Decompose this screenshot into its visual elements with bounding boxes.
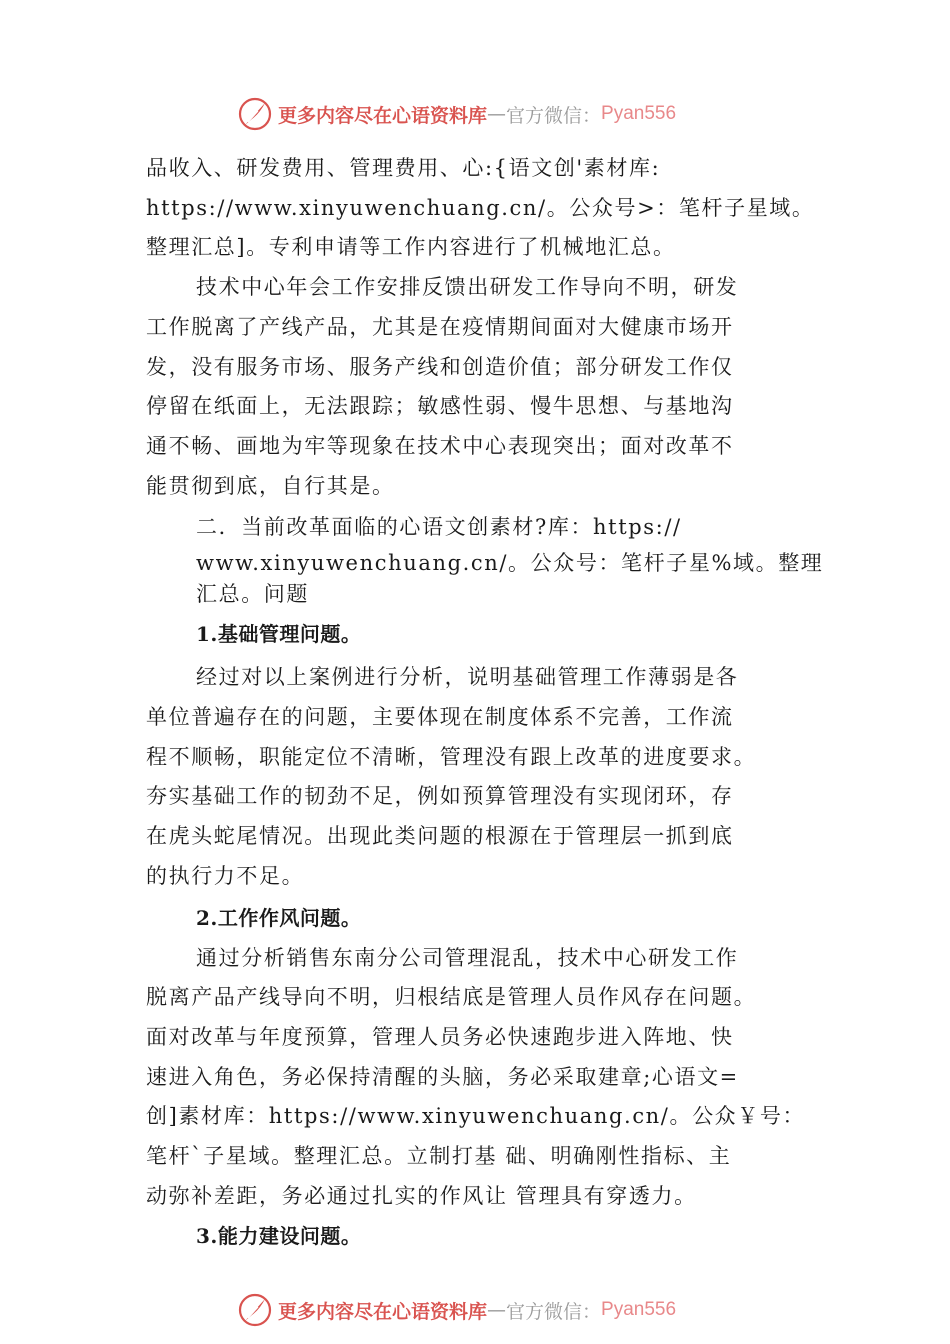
paragraph-2 [146,268,826,506]
text-line: 单位普遍存在的问题，主要体现在制度体系不完善，工作流 [146,705,734,730]
document-body [146,149,826,1256]
paragraph-4 [146,939,826,1217]
banner-dash: — [487,103,507,125]
text-line: 能贯彻到底，自行其是。 [146,473,395,498]
text-line: https://www.xinyuwenchuang.cn/。公众号>：笔杆子星域。 [146,195,815,220]
paragraph-1 [146,149,826,268]
text-line: 通过分析销售东南分公司管理混乱，技术中心研发工作 [196,945,739,970]
banner-library-text: 更多内容尽在心语资料库 [278,104,488,127]
text-line: 技术中心年会工作安排反馈出研发工作导向不明，研发 [196,275,739,300]
text-line: 在虎头蛇尾情况。出现此类问题的根源在于管理层一抓到底 [146,824,734,849]
text-line: 发，没有服务市场、服务产线和创造价值；部分研发工作仅 [146,354,734,379]
banner-wechat-id: Pyan556 [601,1299,677,1320]
banner-wechat-label: 官方微信： [506,104,602,127]
text-line: 经过对以上案例进行分析，说明基础管理工作薄弱是各 [196,665,739,690]
text-line: 工作脱离了产线产品，尤其是在疫情期间面对大健康市场开 [146,314,734,339]
text-line: 动弥补差距，务必通过扎实的作风让 管理具有穿透力。 [146,1183,697,1208]
banner-library-text: 更多内容尽在心语资料库 [278,1300,488,1323]
footer-banner [0,1290,950,1330]
text-line: 整理汇总]。专利申请等工作内容进行了机械地汇总。 [146,235,676,260]
text-line: 程不顺畅，职能定位不清晰，管理没有跟上改革的进度要求。 [146,744,757,769]
text-line: 二．当前改革面临的心语文创素材?库：https:// [196,515,682,540]
subheading-1: 1.基础管理问题。 [196,622,362,647]
text-line: 脱离产品产线导向不明，归根结底是管理人员作风存在问题。 [146,985,757,1010]
quill-pen-logo-icon [236,1291,274,1329]
section-heading-2 [146,506,826,610]
banner-wechat-label: 官方微信： [506,1300,602,1323]
text-line: 创]素材库：https://www.xinyuwenchuang.cn/。公众￥号： [146,1104,806,1129]
text-line: 笔杆`子星域。整理汇总。立制打基 础、明确刚性指标、主 [146,1144,732,1169]
text-line: 停留在纸面上，无法跟踪；敏感性弱、慢牛思想、与基地沟 [146,394,734,419]
text-line: 面对改革与年度预算，管理人员务必快速跑步进入阵地、快 [146,1024,734,1049]
text-line: 夯实基础工作的韧劲不足，例如预算管理没有实现闭环，存 [146,784,734,809]
text-line: 品收入、研发费用、管理费用、心:{语文创'素材库: [146,156,661,180]
banner-wechat-id: Pyan556 [601,103,677,124]
text-line: 汇总。问题 [196,582,309,607]
text-line: www.xinyuwenchuang.cn/。公众号：笔杆子星%域。整理 [196,551,824,576]
text-line: 速进入角色，务必保持清醒的头脑，务必采取建章;心语文= [146,1064,739,1089]
paragraph-3 [146,658,826,896]
text-line: 通不畅、画地为牢等现象在技术中心表现突出；面对改革不 [146,433,734,458]
header-banner [0,94,950,134]
subheading-2: 2.工作作风问题。 [196,905,362,930]
subheading-3: 3.能力建设问题。 [196,1224,362,1249]
text-line: 的执行力不足。 [146,863,305,888]
banner-dash: — [487,1299,507,1321]
quill-pen-logo-icon [236,95,274,133]
